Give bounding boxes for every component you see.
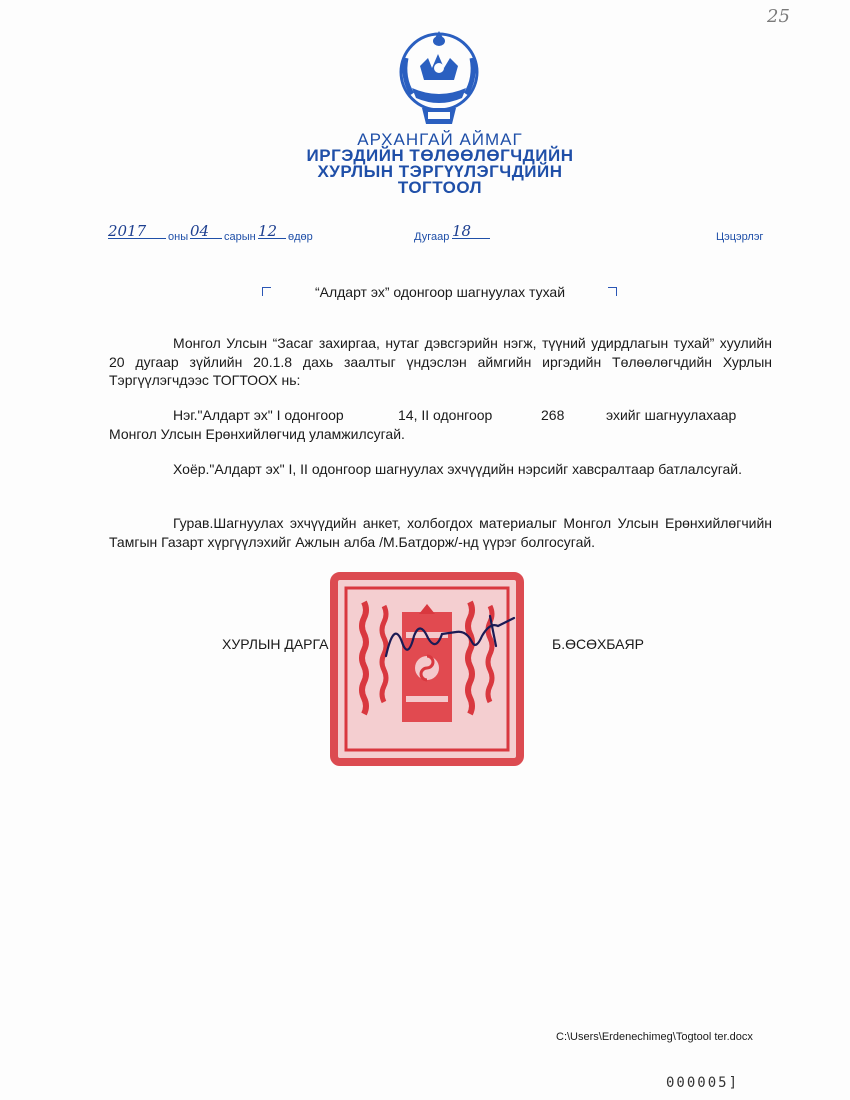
body-paragraph-2-part-d: эхийг шагнуулахаар [606,407,737,423]
body-paragraph-1: Монгол Улсын “Засаг захиргаа, нутаг дэвсгэрийн нэгж, түүний удирдлагын тухай” хуулийн 20 дугаар зүйлийн 20.1.8 дахь заалтыг үндэслэн аймгийн иргэдийн Төлөөлөгчдийн Хурлын Тэргүүлэгчдээс ТОГТООХ нь: [109,335,772,388]
body-paragraph-2-part-b: 14, II одонгоор [398,407,493,423]
resolution-number: 18 [452,222,472,240]
signature-title: ХУРЛЫН ДАРГА [222,636,329,652]
date-day: 12 [258,222,278,240]
header-province: АРХАНГАЙ АЙМАГ [357,130,523,149]
body-paragraph-2-count: 268 [541,407,565,423]
date-day-label: өдөр [288,231,313,243]
signature-scribble-icon [380,612,520,664]
body-paragraph-4: Гурав.Шагнуулах эхчүүдийн анкет, холбогдох материалыг Монгол Улсын Ерөнхийлөгчийн Тамгын Газарт хүргүүлэхийг Ажлын алба /М.Батдорж/-нд үүрэг болгосугай. [109,515,772,550]
footer-file-path: C:\Users\Erdenechimeg\Togtool ter.docx [556,1031,753,1043]
header-resolution: ТОГТООЛ [397,178,483,197]
place-label: Цэцэрлэг [716,231,764,243]
state-emblem-icon [398,28,480,130]
corner-page-mark: 25 [767,6,790,27]
number-label: Дугаар [414,231,450,243]
number-field [452,222,490,239]
body-paragraph-3: Хоёр."Алдарт эх" I, II одонгоор шагнуулах эхчүүдийн нэрсийг хавсралтаар батлалсугай. [173,461,742,477]
date-month-label: сарын [224,231,256,243]
date-day-field [258,222,286,239]
date-month: 04 [190,222,210,240]
body-paragraph-2-part-a: Нэг."Алдарт эх" I одонгоор [173,407,344,423]
date-year-field [108,222,166,239]
header-council-line2: ХУРЛЫН ТЭРГҮҮЛЭГЧДИЙН [317,162,563,181]
body-paragraph-2-part-e: Монгол Улсын Ерөнхийлөгчид уламжилсугай. [109,426,405,442]
date-month-field [190,222,222,239]
date-year-label: оны [168,231,189,243]
official-seal-icon [330,572,524,766]
header-council-line1: ИРГЭДИЙН ТӨЛӨӨЛӨГЧДИЙН [306,146,574,165]
page-number: 000005] [666,1075,740,1091]
resolution-subject: “Алдарт эх” одонгоор шагнуулах тухай [314,284,566,300]
date-year: 2017 [108,222,147,240]
signatory-name: Б.ӨСӨХБАЯР [552,636,644,652]
